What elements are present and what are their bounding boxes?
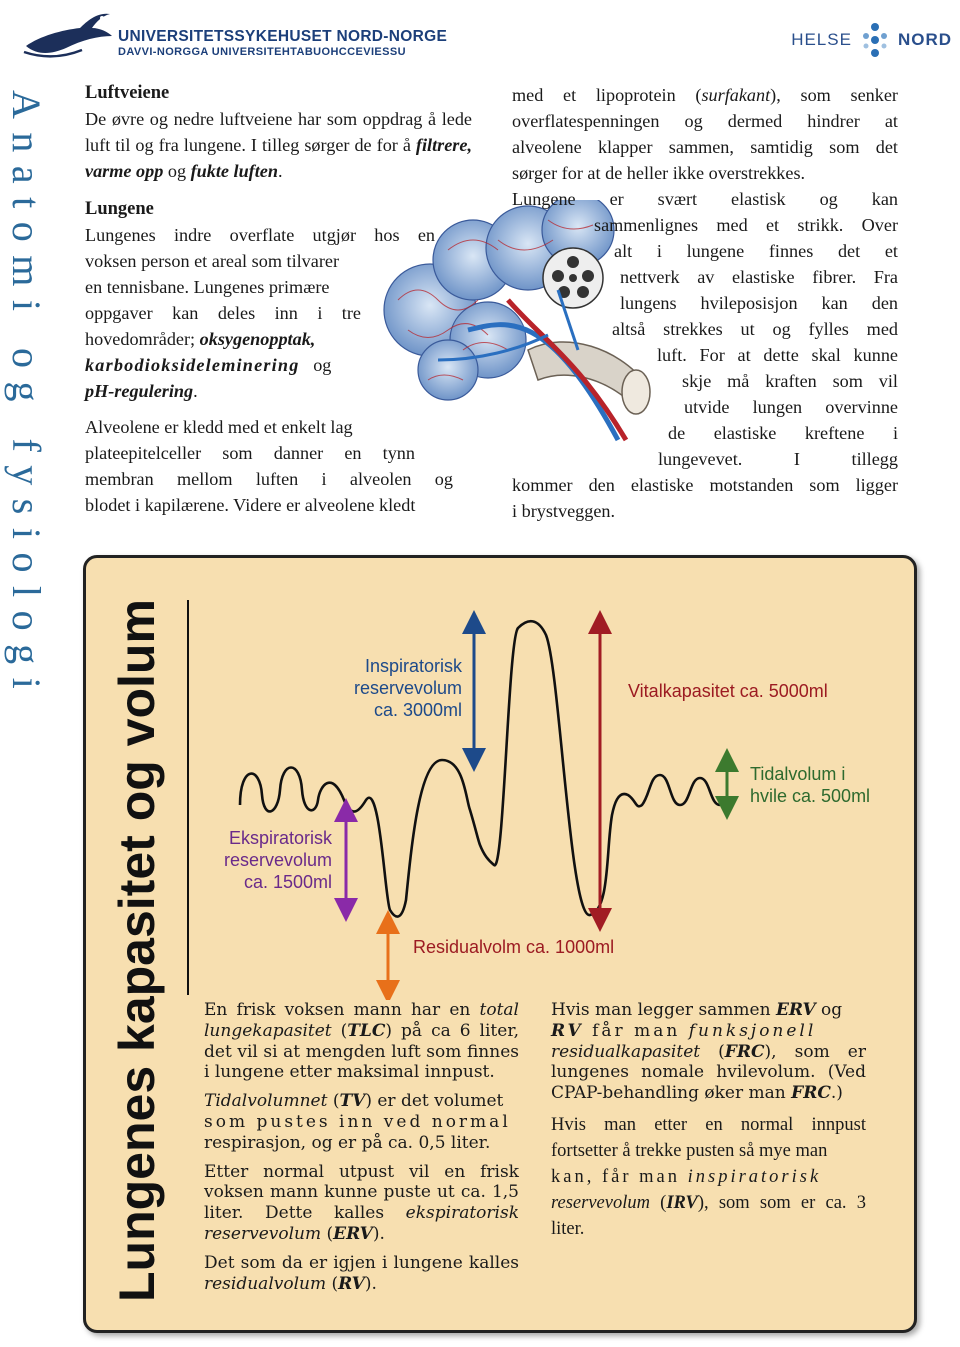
right-line-3: alveolene klapper sammen, samtidig som det — [512, 137, 898, 157]
em-frc: FRC — [724, 1041, 765, 1062]
hospital-name-sami: DAVVI-NORGGA UNIVERSITEHTABUOHCCEVIESSU — [118, 46, 406, 58]
right-line-11: luft. For at dette skal kunne — [657, 345, 898, 365]
bl-p2-a: ( — [327, 1091, 340, 1112]
panel-title: Lungenes kapasitet og volum — [109, 599, 165, 1302]
irv-label-3: ca. 3000ml — [373, 700, 462, 720]
em-tidalvolumnet: Tidalvolumnet — [204, 1091, 328, 1112]
irv-paragraph — [551, 1112, 866, 1242]
bottom-left-text — [204, 1000, 519, 1302]
lungene-end: . — [193, 381, 198, 401]
em-fukte: fukte luften — [190, 161, 278, 181]
erv-paragraph — [204, 1162, 519, 1245]
em-surfakant: surfakant — [701, 85, 771, 105]
right-line-13: utvide lungen overvinne — [684, 397, 898, 417]
right-line-1a: med et lipoprotein ( — [512, 85, 702, 105]
right-line-1b: ), som senker — [770, 85, 898, 105]
bl-p3-a: Etter normal utpust vil en frisk voksen mann kunne puste ut ca. 1,5 liter. Dette kalles — [204, 1161, 519, 1224]
em-reservevolum: reservevolum — [551, 1192, 650, 1213]
right-line-1 — [512, 82, 898, 108]
rv-paragraph — [204, 1253, 519, 1295]
em-karbodioksid: karbodioksideleminering — [85, 355, 300, 375]
erv-label-1: Ekspiratorisk — [228, 828, 332, 848]
unn-bird-logo — [22, 6, 114, 64]
tv-paragraph — [204, 1091, 519, 1153]
irv-label — [330, 655, 462, 721]
nord-label: NORD — [897, 30, 952, 49]
luftveiene-text — [85, 106, 472, 184]
bl-p3-b: ( — [321, 1223, 334, 1244]
em-rv-2: RV — [551, 1020, 584, 1041]
erv-label — [206, 827, 332, 893]
right-line-12: skje må kraften som vil — [682, 371, 898, 391]
em-residualkapasitet: residualkapasitet — [551, 1041, 701, 1062]
em-rv: RV — [338, 1273, 365, 1294]
helse-nord-logo — [791, 22, 952, 58]
em-varme: , varme opp — [85, 135, 472, 181]
bl-p1-b: ( — [331, 1020, 348, 1041]
alv-line-1: Alveolene er kledd med et enkelt lag — [85, 417, 353, 437]
lungene-og: og — [313, 355, 332, 375]
em-total-lungekapasitet: total lungekapasitet — [204, 1000, 519, 1041]
frc-paragraph — [551, 1000, 866, 1104]
luftveiene-section — [85, 80, 472, 194]
right-line-14: de elastiske kreftene i — [668, 423, 898, 443]
em-residualvolum: residualvolum — [204, 1273, 327, 1294]
residual-label: Residualvolm ca. 1000ml — [413, 937, 615, 957]
helse-label: HELSE — [791, 30, 852, 49]
vital-label: Vitalkapasitet ca. 5000ml — [628, 681, 828, 701]
br-p2-a: Hvis man etter en normal innpust fortsetter å trekke pusten så mye man — [551, 1114, 866, 1161]
right-line-2: overflatespenningen og dermed hindrer at — [512, 111, 898, 131]
br-p1-d: ( — [700, 1041, 725, 1062]
br-p1-e: ), som er lungenes nomale hvilevolum. (Ved CPAP-behandling øker man — [551, 1041, 866, 1104]
tidal-label-2: hvile ca. 500ml — [750, 786, 871, 806]
erv-label-2: reservevolum — [223, 850, 332, 870]
br-p1-a: Hvis man legger sammen — [551, 1000, 776, 1020]
luftveiene-text-3: og — [163, 161, 191, 181]
tidal-label — [750, 763, 890, 807]
right-line-10: altså strekkes ut og fylles med — [612, 319, 898, 339]
irv-label-1: Inspiratorisk — [364, 656, 462, 676]
br-p1-c: får man — [583, 1020, 689, 1041]
dots-icon — [858, 22, 892, 58]
bl-p2-c: som pustes inn ved normal — [204, 1111, 511, 1132]
right-line-9: lungens hvileposisjon kan den — [620, 293, 898, 313]
bl-p2-d: respirasjon, og er på ca. 0,5 liter. — [204, 1132, 491, 1153]
lungene-line-2: voksen person et areal som tilvarer — [85, 251, 340, 271]
bottom-right-text — [551, 1000, 866, 1250]
right-line-5: Lungene er svært elastisk og kan — [512, 189, 898, 209]
em-irv: IRV — [666, 1192, 698, 1213]
em-filtrere: filtrere — [415, 135, 468, 155]
em-erv-2: ERV — [775, 1000, 816, 1020]
irv-label-2: reservevolum — [353, 678, 462, 698]
em-inspiratorisk: inspiratorisk — [687, 1166, 822, 1187]
alv-line-4: blodet i kapilærene. Videre er alveolene kledt — [85, 495, 416, 515]
em-tv: TV — [339, 1091, 366, 1112]
luftveiene-text-1: De øvre og nedre luftveiene har som oppdrag å lede luft til og fra lungene. I tilleg sørger de for å — [85, 109, 472, 155]
luftveiene-heading: Luftveiene — [85, 83, 170, 103]
lungene-line-4: oppgaver kan deles inn i tre — [85, 303, 361, 323]
em-erv: ERV — [333, 1223, 373, 1244]
em-ph-regulering: pH-regulering — [85, 381, 194, 401]
luftveiene-text-4: . — [277, 161, 283, 181]
hospital-name: UNIVERSITETSSYKEHUSET NORD-NORGE — [118, 28, 448, 45]
bl-p2-b: ) er det volumet — [365, 1091, 504, 1112]
br-p1-b: og — [815, 1000, 843, 1020]
right-line-7: alt i lungene finnes det et — [614, 241, 898, 261]
side-title-text: Anatomi og fysiologi — [4, 90, 49, 703]
right-line-15: lungevevet. I tillegg — [658, 449, 898, 469]
bl-p1-c: ) på ca 6 liter, det vil si at mengden luft som finnes i lungene etter maksimal innpust. — [204, 1020, 519, 1083]
alv-line-2: plateepitelceller som danner en tynn — [85, 443, 415, 463]
right-line-16: kommer den elastiske motstanden som ligger — [512, 475, 898, 495]
em-tlc: TLC — [347, 1020, 386, 1041]
right-column-text — [512, 82, 898, 524]
right-line-4: sørger for at de heller ikke overstrekkes. — [512, 163, 806, 183]
tlc-paragraph — [204, 1000, 519, 1083]
lungene-line-3: en tennisbane. Lungenes primære — [85, 277, 330, 297]
right-line-8: nettverk av elastiske fibrer. Fra — [620, 267, 898, 287]
bl-p1-a: En frisk voksen mann har en — [204, 1000, 480, 1020]
em-funksjonell: funksjonell — [688, 1020, 817, 1041]
bl-p3-c: ). — [372, 1223, 385, 1244]
erv-label-3: ca. 1500ml — [243, 872, 332, 892]
br-p2-d: ), som som er ca. 3 liter. — [551, 1192, 866, 1239]
lungene-line-1: Lungenes indre overflate utgjør hos en — [85, 225, 435, 245]
lungene-heading: Lungene — [85, 199, 154, 219]
bl-p4-b: ( — [326, 1273, 339, 1294]
alv-line-3: membran mellom luften i alveolen og — [85, 469, 453, 489]
em-frc-2: FRC — [791, 1083, 831, 1104]
right-line-17: i brystveggen. — [512, 501, 616, 521]
bl-p4-a: Det som da er igjen i lungene kalles — [204, 1252, 519, 1273]
br-p2-b: kan, får man — [551, 1166, 688, 1187]
br-p1-f: .) — [830, 1083, 843, 1104]
br-p2-c: ( — [649, 1192, 667, 1213]
em-ekspiratorisk: ekspiratorisk reservevolum — [204, 1203, 519, 1244]
em-oksygenopptak: oksygenopptak, — [199, 329, 316, 349]
tidal-label-1: Tidalvolum i — [750, 764, 846, 784]
right-line-6: sammenlignes med et strikk. Over — [594, 215, 898, 235]
bl-p4-c: ). — [364, 1273, 377, 1294]
lungene-line-5-text: hovedområder; — [85, 329, 196, 349]
side-title — [0, 90, 58, 703]
